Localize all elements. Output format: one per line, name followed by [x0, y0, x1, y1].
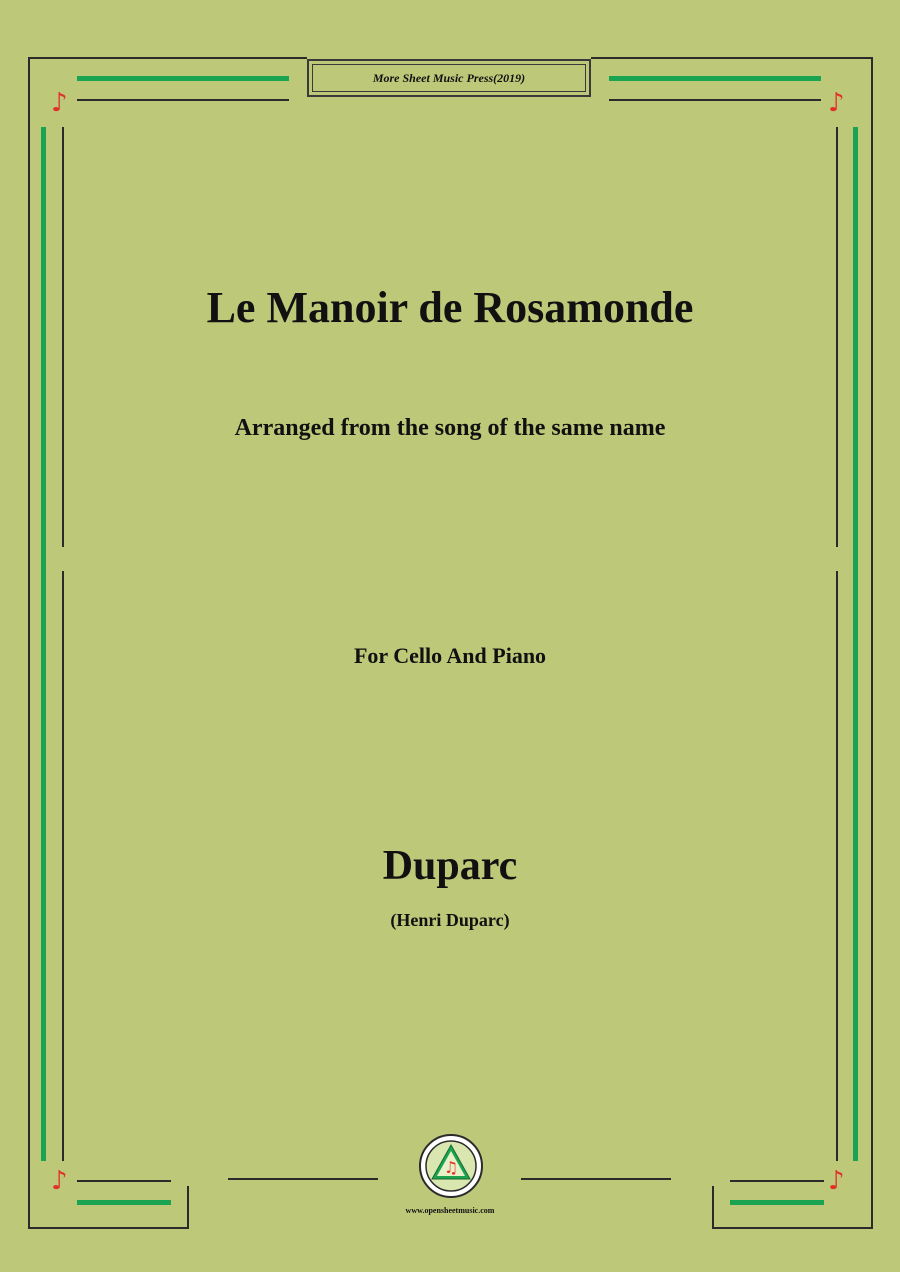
- publisher-label: More Sheet Music Press(2019): [312, 64, 586, 92]
- left-inner-rule-upper: [62, 127, 64, 547]
- svg-text:♫: ♫: [443, 1158, 459, 1177]
- outer-frame-bottom-right: [712, 1227, 873, 1229]
- bottom-center-rule-left: [228, 1178, 378, 1180]
- composer: Duparc: [382, 843, 518, 889]
- composer-full-name: (Henri Duparc): [390, 910, 510, 930]
- outer-frame-bottom-left: [28, 1227, 189, 1229]
- bottom-left-rule: [77, 1180, 171, 1182]
- top-right-rule: [609, 99, 821, 101]
- open-sheet-music-logo-icon: [418, 1133, 484, 1199]
- top-right-green-bar: [609, 76, 821, 81]
- title: Le Manoir de Rosamonde: [206, 283, 694, 332]
- website-url: www.opensheetmusic.com: [405, 1206, 495, 1215]
- top-left-rule: [77, 99, 289, 101]
- bottom-left-green-bar: [77, 1200, 171, 1205]
- publisher-box: [307, 59, 591, 97]
- outer-frame-top-right: [591, 57, 873, 59]
- eighth-note-icon: ♪: [828, 88, 845, 118]
- eighth-note-icon: ♪: [51, 1166, 68, 1196]
- bottom-center-rule-right: [521, 1178, 671, 1180]
- outer-frame-top-left: [28, 57, 307, 59]
- eighth-note-icon: ♪: [51, 88, 68, 118]
- top-left-green-bar: [77, 76, 289, 81]
- bottom-right-rule: [730, 1180, 824, 1182]
- subtitle: Arranged from the song of the same name: [234, 415, 666, 441]
- eighth-note-icon: ♪: [828, 1166, 845, 1196]
- right-inner-rule-upper: [836, 127, 838, 547]
- instrumentation: For Cello And Piano: [353, 643, 547, 668]
- bottom-right-green-bar: [730, 1200, 824, 1205]
